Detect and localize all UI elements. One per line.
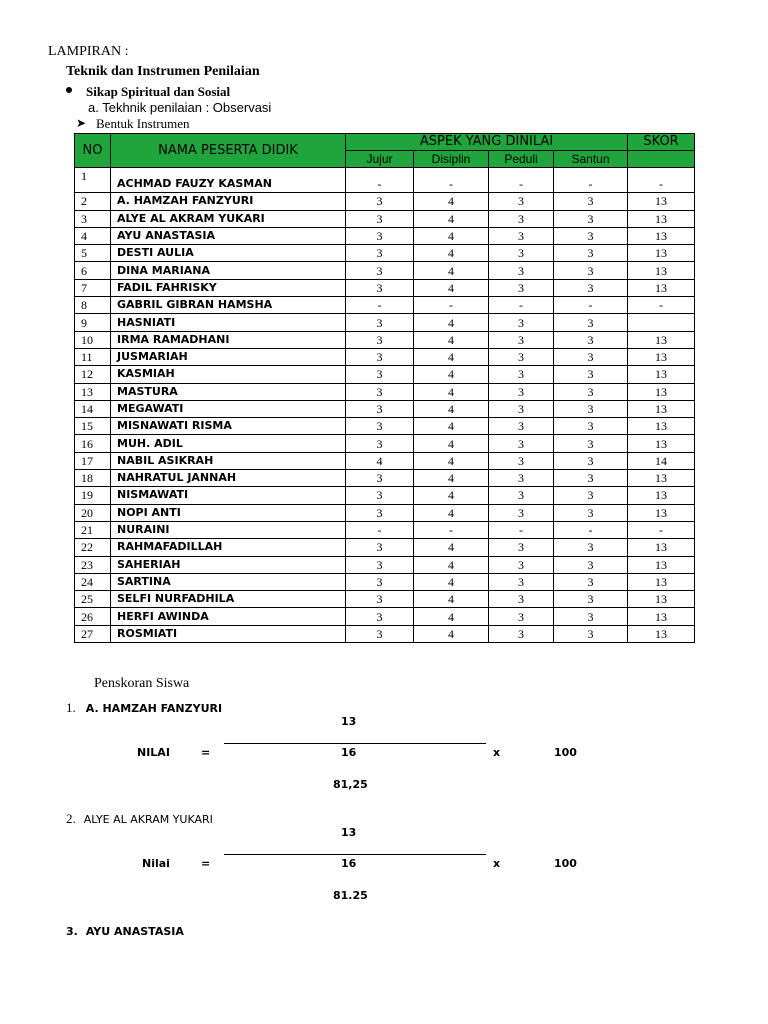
cell-no: 6 (75, 262, 111, 279)
score-item-name: AYU ANASTASIA (85, 925, 184, 938)
cell-no: 24 (75, 573, 111, 590)
cell-peduli: 3 (489, 556, 554, 573)
table-row (75, 314, 695, 331)
score-item-name: ALYE AL AKRAM YUKARI (83, 813, 213, 826)
cell-nama: RAHMAFADILLAH (111, 539, 346, 556)
cell-disiplin: 4 (414, 193, 489, 210)
cell-peduli: 3 (489, 331, 554, 348)
cell-nama: NABIL ASIKRAH (111, 452, 346, 469)
cell-skor: 13 (628, 608, 695, 625)
cell-skor: 13 (628, 573, 695, 590)
cell-santun: 3 (554, 504, 628, 521)
cell-santun: 3 (554, 556, 628, 573)
cell-disiplin: 4 (414, 245, 489, 262)
cell-nama: A. HAMZAH FANZYURI (111, 193, 346, 210)
bullet-icon (66, 87, 72, 93)
cell-disiplin: 4 (414, 539, 489, 556)
cell-skor: 13 (628, 383, 695, 400)
score-factor: 100 (554, 746, 577, 759)
cell-jujur: 3 (346, 539, 414, 556)
cell-disiplin: 4 (414, 418, 489, 435)
cell-skor: - (628, 168, 695, 193)
penskoran-title: Penskoran Siswa (94, 676, 190, 691)
cell-disiplin: 4 (414, 279, 489, 296)
table-row (75, 245, 695, 262)
cell-peduli: 3 (489, 452, 554, 469)
cell-no: 21 (75, 521, 111, 538)
cell-no: 2 (75, 193, 111, 210)
cell-santun: 3 (554, 608, 628, 625)
cell-santun: 3 (554, 573, 628, 590)
fraction-line (224, 854, 486, 855)
cell-nama: ROSMIATI (111, 625, 346, 642)
cell-no: 20 (75, 504, 111, 521)
cell-disiplin: 4 (414, 227, 489, 244)
score-result: 81.25 (333, 889, 368, 902)
table-row (75, 470, 695, 487)
cell-nama: NURAINI (111, 521, 346, 538)
cell-peduli: 3 (489, 400, 554, 417)
cell-santun: 3 (554, 227, 628, 244)
cell-santun: 3 (554, 591, 628, 608)
table-row (75, 504, 695, 521)
cell-skor: 13 (628, 366, 695, 383)
cell-disiplin: 4 (414, 400, 489, 417)
score-item-number: 3. (66, 925, 78, 938)
score-equals: = (201, 857, 211, 870)
cell-jujur: - (346, 521, 414, 538)
score-item-number: 1. (66, 700, 76, 715)
cell-skor: 13 (628, 227, 695, 244)
cell-peduli: 3 (489, 193, 554, 210)
cell-santun: 3 (554, 418, 628, 435)
cell-skor: 13 (628, 245, 695, 262)
cell-skor: 13 (628, 504, 695, 521)
header-skor-blank (628, 151, 695, 168)
table-row (75, 452, 695, 469)
cell-santun: 3 (554, 539, 628, 556)
cell-santun: 3 (554, 262, 628, 279)
table-row (75, 348, 695, 365)
table-row (75, 573, 695, 590)
cell-disiplin: 4 (414, 262, 489, 279)
cell-jujur: 3 (346, 314, 414, 331)
cell-skor: 13 (628, 262, 695, 279)
cell-santun: 3 (554, 452, 628, 469)
cell-disiplin: - (414, 168, 489, 193)
cell-skor (628, 314, 695, 331)
cell-disiplin: 4 (414, 487, 489, 504)
table-row (75, 539, 695, 556)
cell-no: 15 (75, 418, 111, 435)
cell-no: 8 (75, 297, 111, 314)
score-result: 81,25 (333, 778, 368, 791)
cell-skor: 13 (628, 470, 695, 487)
cell-nama: NISMAWATI (111, 487, 346, 504)
cell-santun: 3 (554, 331, 628, 348)
cell-jujur: - (346, 297, 414, 314)
cell-no: 4 (75, 227, 111, 244)
score-numerator: 13 (341, 826, 357, 839)
cell-disiplin: - (414, 297, 489, 314)
score-item-2-heading (66, 810, 213, 828)
cell-nama: DESTI AULIA (111, 245, 346, 262)
cell-nama: DINA MARIANA (111, 262, 346, 279)
cell-peduli: 3 (489, 435, 554, 452)
cell-santun: 3 (554, 366, 628, 383)
cell-jujur: 3 (346, 573, 414, 590)
cell-peduli: 3 (489, 314, 554, 331)
cell-skor: 13 (628, 625, 695, 642)
assessment-table (74, 133, 695, 643)
header-disiplin: Disiplin (414, 151, 489, 168)
cell-no: 13 (75, 383, 111, 400)
cell-skor: 13 (628, 400, 695, 417)
cell-no: 25 (75, 591, 111, 608)
cell-peduli: 3 (489, 227, 554, 244)
score-item-1-heading (66, 699, 222, 717)
cell-santun: 3 (554, 400, 628, 417)
cell-santun: 3 (554, 435, 628, 452)
technique-line: a. Tekhnik penilaian : Observasi (88, 100, 272, 115)
cell-santun: 3 (554, 210, 628, 227)
cell-santun: - (554, 521, 628, 538)
cell-nama: NAHRATUL JANNAH (111, 470, 346, 487)
cell-jujur: 3 (346, 331, 414, 348)
cell-skor: 13 (628, 487, 695, 504)
cell-jujur: 3 (346, 279, 414, 296)
cell-santun: - (554, 168, 628, 193)
score-equals: = (201, 746, 211, 759)
cell-peduli: 3 (489, 210, 554, 227)
cell-disiplin: 4 (414, 625, 489, 642)
cell-skor: 13 (628, 279, 695, 296)
cell-nama: AYU ANASTASIA (111, 227, 346, 244)
cell-santun: - (554, 297, 628, 314)
cell-peduli: 3 (489, 539, 554, 556)
cell-no: 1 (75, 168, 111, 193)
cell-no: 26 (75, 608, 111, 625)
cell-nama: NOPI ANTI (111, 504, 346, 521)
cell-no: 19 (75, 487, 111, 504)
cell-santun: 3 (554, 193, 628, 210)
score-numerator: 13 (341, 715, 357, 728)
header-nama: NAMA PESERTA DIDIK (111, 134, 346, 168)
cell-no: 16 (75, 435, 111, 452)
cell-peduli: 3 (489, 591, 554, 608)
cell-peduli: - (489, 297, 554, 314)
cell-jujur: 3 (346, 193, 414, 210)
subsection-label: Sikap Spiritual dan Sosial (86, 84, 231, 99)
table-row (75, 366, 695, 383)
header-peduli: Peduli (489, 151, 554, 168)
cell-jujur: 3 (346, 366, 414, 383)
cell-skor: 13 (628, 331, 695, 348)
cell-disiplin: 4 (414, 348, 489, 365)
fraction-line (224, 743, 486, 744)
cell-no: 9 (75, 314, 111, 331)
cell-jujur: 3 (346, 245, 414, 262)
cell-no: 23 (75, 556, 111, 573)
cell-disiplin: 4 (414, 591, 489, 608)
cell-santun: 3 (554, 470, 628, 487)
cell-disiplin: 4 (414, 210, 489, 227)
cell-nama: SELFI NURFADHILA (111, 591, 346, 608)
cell-skor: 13 (628, 591, 695, 608)
cell-disiplin: 4 (414, 556, 489, 573)
cell-skor: 13 (628, 556, 695, 573)
table-row (75, 400, 695, 417)
header-no: NO (75, 134, 111, 168)
header-santun: Santun (554, 151, 628, 168)
table-row (75, 193, 695, 210)
cell-no: 18 (75, 470, 111, 487)
cell-skor: 13 (628, 193, 695, 210)
cell-no: 11 (75, 348, 111, 365)
cell-disiplin: 4 (414, 435, 489, 452)
cell-no: 10 (75, 331, 111, 348)
cell-nama: HERFI AWINDA (111, 608, 346, 625)
table-row (75, 262, 695, 279)
cell-jujur: 3 (346, 383, 414, 400)
arrow-bullet-icon: ➤ (76, 116, 87, 130)
cell-disiplin: 4 (414, 470, 489, 487)
cell-jujur: 3 (346, 591, 414, 608)
table-row (75, 435, 695, 452)
cell-nama: ALYE AL AKRAM YUKARI (111, 210, 346, 227)
cell-peduli: 3 (489, 262, 554, 279)
cell-peduli: 3 (489, 470, 554, 487)
cell-jujur: 3 (346, 418, 414, 435)
cell-no: 22 (75, 539, 111, 556)
instrument-form-line (76, 116, 190, 132)
cell-nama: IRMA RAMADHANI (111, 331, 346, 348)
cell-jujur: 3 (346, 435, 414, 452)
table-row (75, 418, 695, 435)
header-skor: SKOR (628, 134, 695, 151)
score-times: x (493, 746, 501, 759)
table-row (75, 279, 695, 296)
cell-nama: KASMIAH (111, 366, 346, 383)
score-item-name: A. HAMZAH FANZYURI (85, 702, 223, 715)
score-times: x (493, 857, 501, 870)
cell-peduli: 3 (489, 383, 554, 400)
cell-nama: MEGAWATI (111, 400, 346, 417)
cell-peduli: 3 (489, 625, 554, 642)
cell-peduli: 3 (489, 245, 554, 262)
cell-santun: 3 (554, 245, 628, 262)
table-row (75, 210, 695, 227)
cell-jujur: 3 (346, 470, 414, 487)
score-label: NILAI (137, 746, 170, 759)
cell-skor: 13 (628, 418, 695, 435)
cell-no: 14 (75, 400, 111, 417)
table-row (75, 591, 695, 608)
cell-disiplin: 4 (414, 331, 489, 348)
cell-jujur: 3 (346, 625, 414, 642)
cell-peduli: 3 (489, 487, 554, 504)
cell-jujur: 3 (346, 348, 414, 365)
cell-skor: - (628, 521, 695, 538)
cell-no: 5 (75, 245, 111, 262)
table-body (75, 168, 695, 643)
table-row (75, 227, 695, 244)
cell-jujur: 3 (346, 227, 414, 244)
subsection-title (86, 84, 230, 100)
cell-skor: 13 (628, 210, 695, 227)
table-row (75, 556, 695, 573)
cell-nama: MISNAWATI RISMA (111, 418, 346, 435)
cell-santun: 3 (554, 348, 628, 365)
cell-jujur: 3 (346, 262, 414, 279)
cell-peduli: 3 (489, 418, 554, 435)
cell-disiplin: 4 (414, 504, 489, 521)
cell-nama: SAHERIAH (111, 556, 346, 573)
cell-peduli: 3 (489, 348, 554, 365)
cell-peduli: 3 (489, 573, 554, 590)
cell-peduli: 3 (489, 279, 554, 296)
header-jujur: Jujur (346, 151, 414, 168)
table-row (75, 331, 695, 348)
table-row (75, 521, 695, 538)
cell-skor: 13 (628, 348, 695, 365)
cell-jujur: 4 (346, 452, 414, 469)
lampiran-heading: LAMPIRAN : (48, 44, 129, 59)
table-row (75, 168, 695, 193)
cell-peduli: 3 (489, 608, 554, 625)
score-item-3-heading (66, 922, 184, 940)
cell-no: 12 (75, 366, 111, 383)
cell-santun: 3 (554, 625, 628, 642)
cell-peduli: - (489, 521, 554, 538)
cell-jujur: 3 (346, 210, 414, 227)
section-title: Teknik dan Instrumen Penilaian (66, 64, 260, 79)
cell-santun: 3 (554, 314, 628, 331)
cell-jujur: 3 (346, 487, 414, 504)
cell-disiplin: 4 (414, 608, 489, 625)
cell-no: 3 (75, 210, 111, 227)
cell-nama: ACHMAD FAUZY KASMAN (111, 168, 346, 193)
cell-no: 17 (75, 452, 111, 469)
cell-skor: 14 (628, 452, 695, 469)
cell-jujur: 3 (346, 556, 414, 573)
cell-disiplin: - (414, 521, 489, 538)
cell-jujur: 3 (346, 400, 414, 417)
cell-santun: 3 (554, 279, 628, 296)
cell-peduli: 3 (489, 366, 554, 383)
cell-skor: - (628, 297, 695, 314)
score-denominator: 16 (341, 746, 357, 759)
cell-jujur: 3 (346, 608, 414, 625)
table-row (75, 625, 695, 642)
cell-disiplin: 4 (414, 383, 489, 400)
cell-disiplin: 4 (414, 366, 489, 383)
cell-nama: JUSMARIAH (111, 348, 346, 365)
cell-santun: 3 (554, 383, 628, 400)
table-row (75, 608, 695, 625)
cell-jujur: - (346, 168, 414, 193)
cell-skor: 13 (628, 539, 695, 556)
cell-disiplin: 4 (414, 573, 489, 590)
score-label: Nilai (142, 857, 170, 870)
table-row (75, 383, 695, 400)
cell-nama: HASNIATI (111, 314, 346, 331)
cell-disiplin: 4 (414, 314, 489, 331)
cell-jujur: 3 (346, 504, 414, 521)
cell-santun: 3 (554, 487, 628, 504)
cell-no: 27 (75, 625, 111, 642)
cell-skor: 13 (628, 435, 695, 452)
table-row (75, 487, 695, 504)
score-factor: 100 (554, 857, 577, 870)
cell-nama: GABRIL GIBRAN HAMSHA (111, 297, 346, 314)
instrument-form-label: Bentuk Instrumen (96, 116, 190, 131)
header-aspek: ASPEK YANG DINILAI (346, 134, 628, 151)
cell-nama: MUH. ADIL (111, 435, 346, 452)
cell-peduli: - (489, 168, 554, 193)
table-row (75, 297, 695, 314)
cell-nama: FADIL FAHRISKY (111, 279, 346, 296)
score-denominator: 16 (341, 857, 357, 870)
cell-peduli: 3 (489, 504, 554, 521)
cell-no: 7 (75, 279, 111, 296)
score-item-number: 2. (66, 811, 76, 826)
cell-nama: MASTURA (111, 383, 346, 400)
cell-disiplin: 4 (414, 452, 489, 469)
cell-nama: SARTINA (111, 573, 346, 590)
